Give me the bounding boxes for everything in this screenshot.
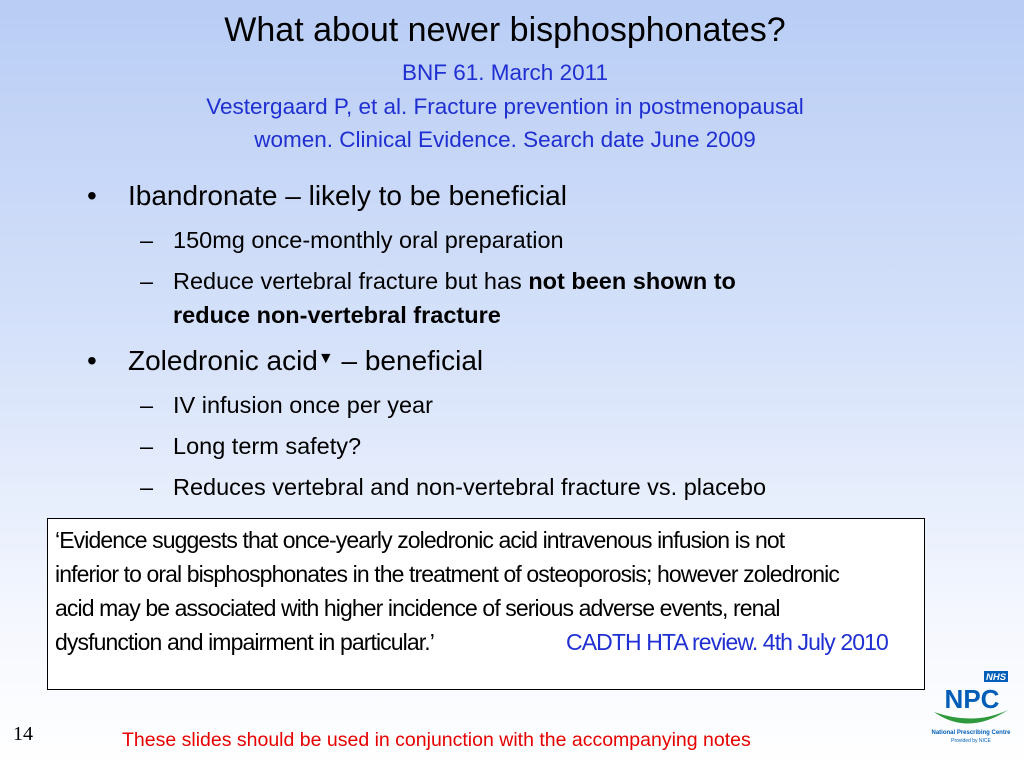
subitem-text-plain: Reduce vertebral fracture but has — [173, 268, 529, 294]
nhs-logo-text: NHS — [985, 672, 1007, 683]
quote-line-4: dysfunction and impairment in particular.’ — [55, 629, 434, 655]
bullet-marker: • — [87, 345, 97, 376]
black-triangle-icon: ▼ — [317, 350, 334, 367]
slide-title: What about newer bisphosphonates? — [224, 11, 786, 49]
subitem-text-bold-continued: reduce non-vertebral fracture — [173, 302, 501, 328]
bullet-text-drug: Zoledronic acid — [128, 345, 318, 376]
subtitle-reference-bnf: BNF 61. March 2011 — [402, 60, 608, 85]
bullet-text-rating: – beneficial — [333, 345, 484, 376]
footer-note: These slides should be used in conjunction with the accompanying notes — [122, 729, 751, 751]
dash-marker: – — [140, 433, 154, 459]
npc-logo-line-2: Provided by NICE — [951, 738, 991, 744]
dash-marker: – — [140, 268, 154, 294]
bullet-text: Ibandronate – likely to be beneficial — [128, 180, 567, 211]
quote-line-2: inferior to oral bisphosphonates in the treatment of osteoporosis; however zoledronic — [55, 561, 839, 587]
quote-line-1: ‘Evidence suggests that once-yearly zoledronic acid intravenous infusion is not — [55, 527, 785, 553]
dash-marker: – — [140, 474, 154, 500]
dash-marker: – — [140, 392, 154, 418]
npc-logo-graphic — [928, 668, 1014, 756]
subtitle-reference-line-2: Vestergaard P, et al. Fracture prevention in postmenopausal — [206, 94, 804, 119]
npc-logo — [928, 668, 1014, 756]
npc-logo-line-1: National Prescribing Centre — [931, 730, 1011, 736]
bullet-marker: • — [87, 180, 97, 211]
subitem-text-bold: not been shown to — [528, 268, 736, 294]
subitem-text: Reduces vertebral and non-vertebral fracture vs. placebo — [173, 474, 767, 500]
subtitle-reference-line-3: women. Clinical Evidence. Search date June 2009 — [254, 127, 756, 152]
dash-marker: – — [140, 227, 154, 253]
quote-box — [47, 518, 925, 690]
subitem-text — [173, 264, 736, 298]
subitem-text: IV infusion once per year — [173, 392, 433, 418]
quote-citation: CADTH HTA review. 4th July 2010 — [566, 629, 888, 655]
subitem-text: Long term safety? — [173, 433, 362, 459]
quote-line-3: acid may be associated with higher incidence of serious adverse events, renal — [55, 595, 780, 621]
bullet-text — [128, 344, 483, 378]
subitem-text: 150mg once-monthly oral preparation — [173, 227, 564, 253]
npc-logo-text: NPC — [944, 684, 1000, 714]
page-number: 14 — [13, 723, 33, 745]
